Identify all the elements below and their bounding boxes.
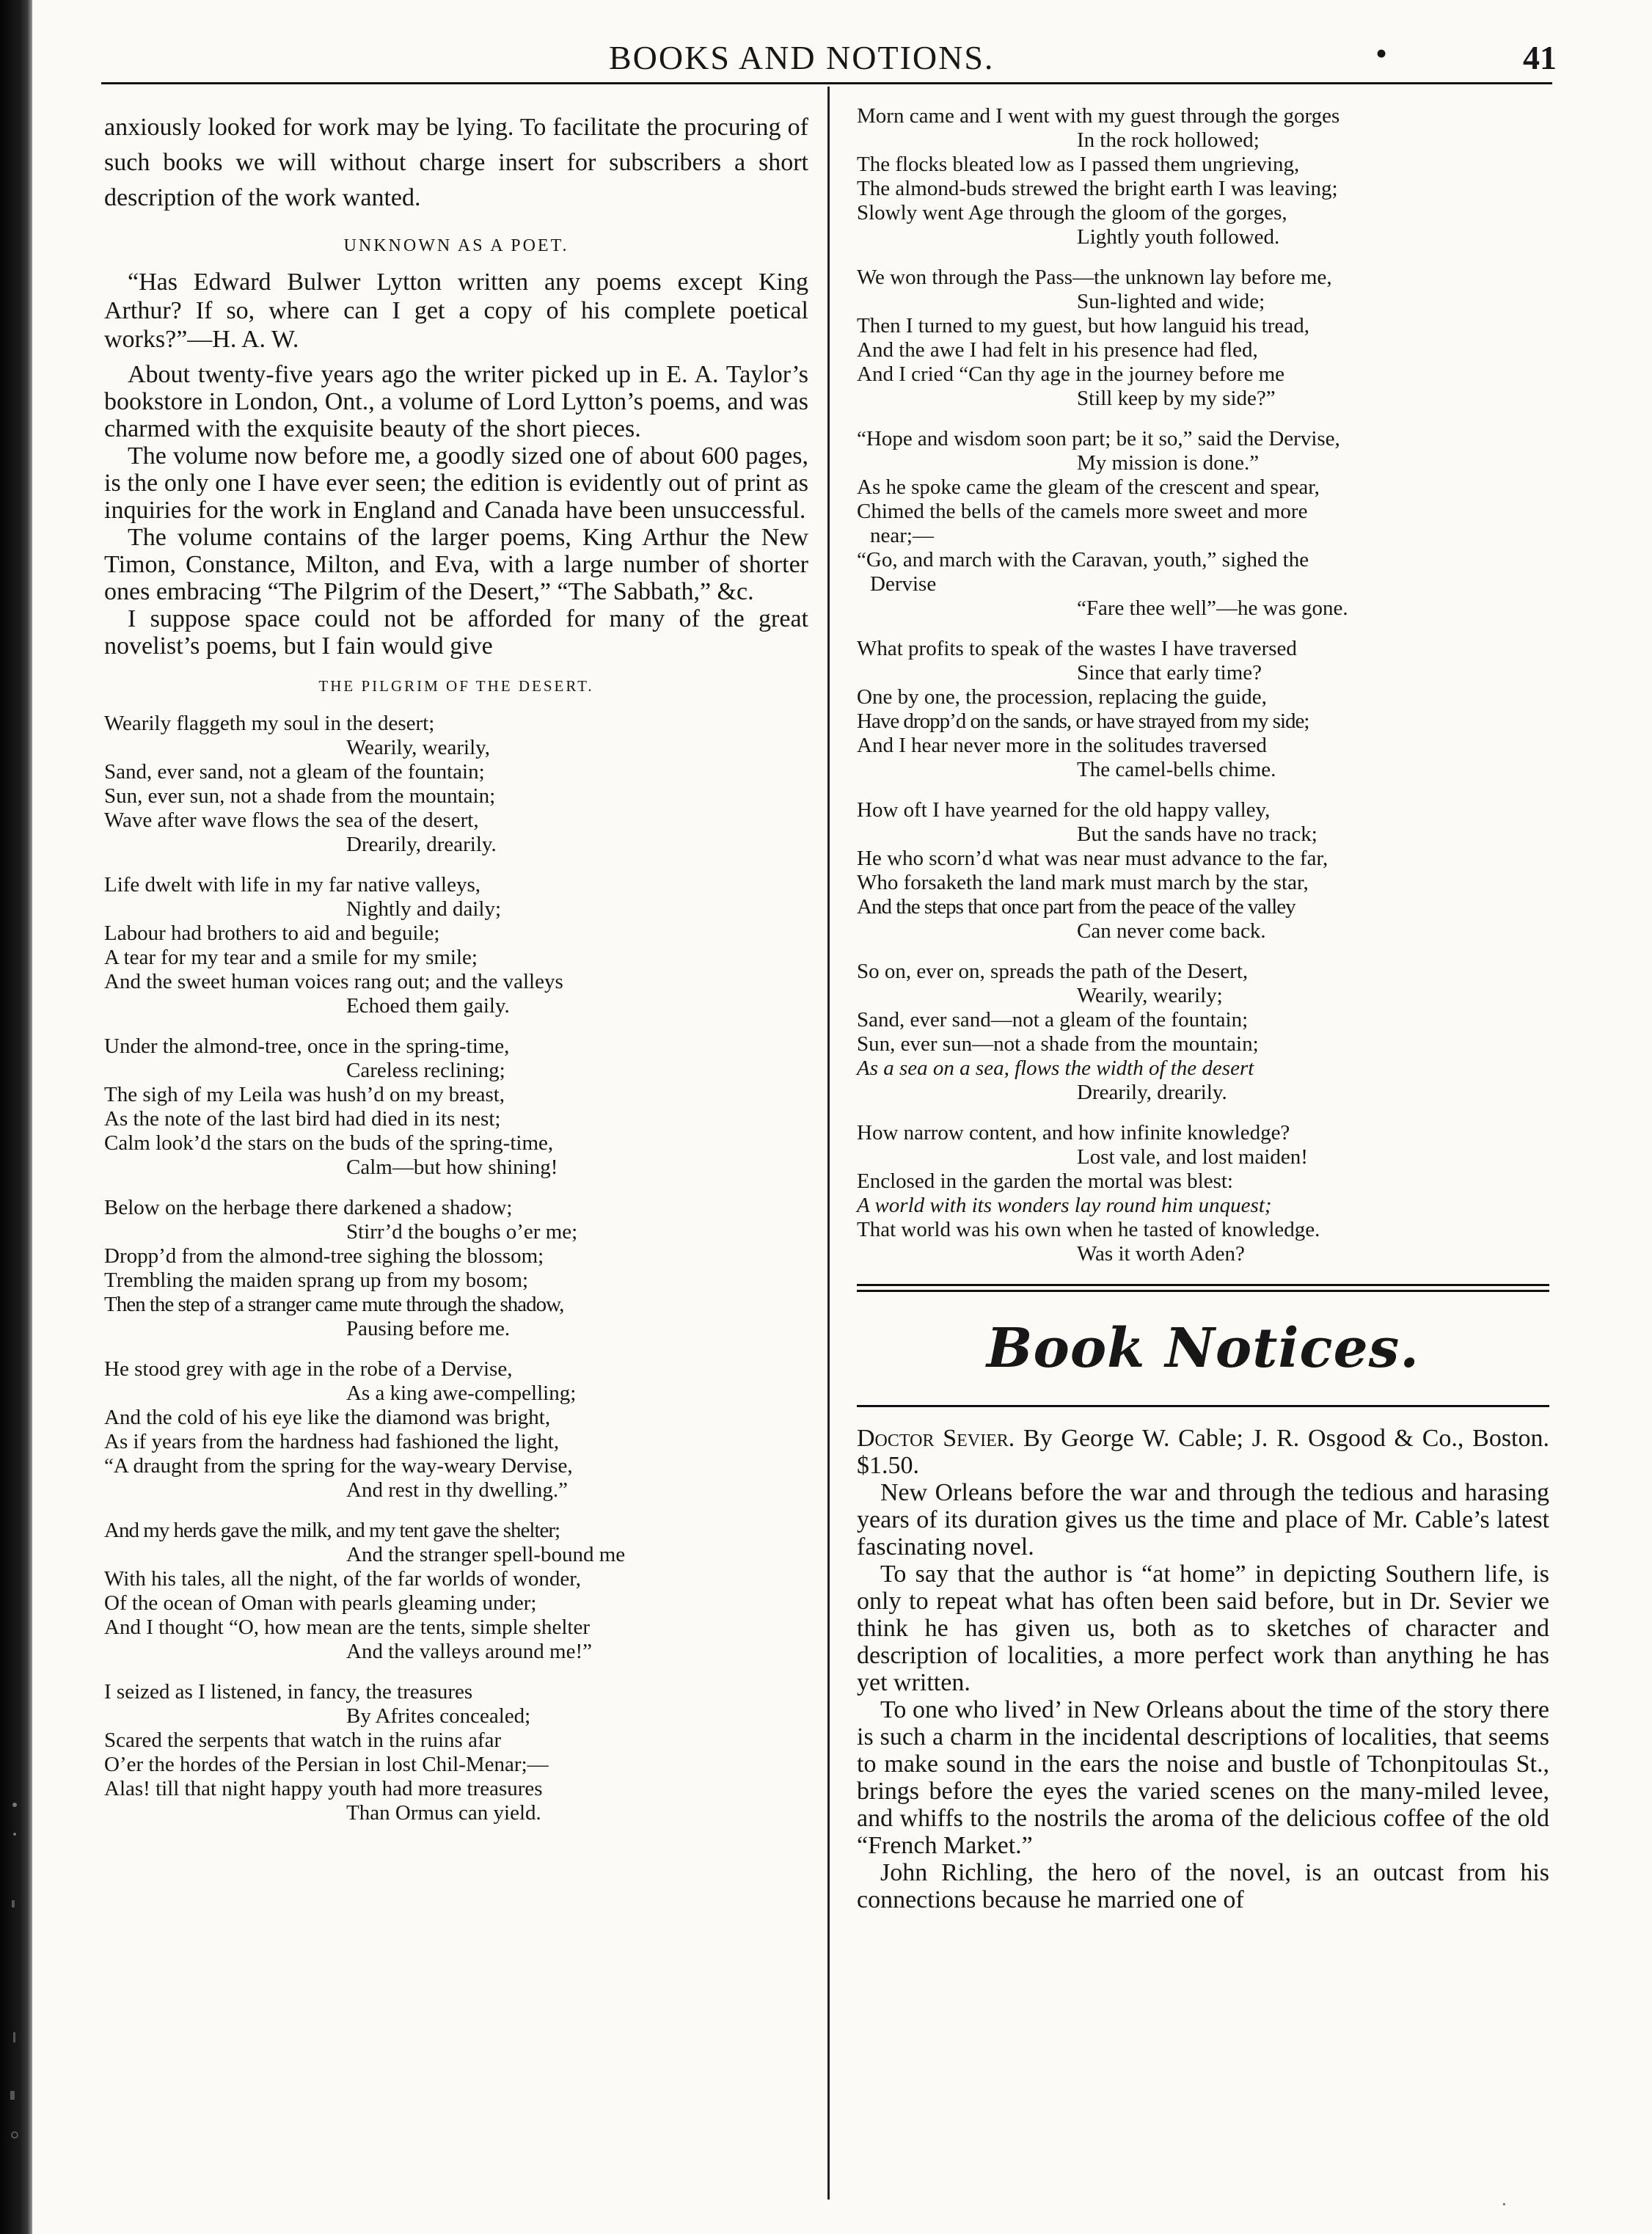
verse-line: Wearily, wearily; [1077,984,1223,1007]
stanza [104,1357,808,1503]
verse-line: As he spoke came the gleam of the crescent and spear, [857,475,1320,499]
header-rule [101,82,1552,84]
verse-line: Trembling the maiden sprang up from my bosom; [104,1269,529,1292]
verse-line: In the rock hollowed; [1077,128,1260,152]
margin-marks-graphic [4,1790,26,2201]
review-byline: By George W. Cable; J. R. Osgood & Co., Boston. $1.50. [857,1425,1549,1479]
poem-title: THE PILGRIM OF THE DESERT. [318,677,594,695]
verse-line: And the stranger spell-bound me [346,1543,626,1566]
section-double-rule [857,1284,1549,1292]
verse-line: And the sweet human voices rang out; and the valleys [104,970,563,993]
verse-line: The flocks bleated low as I passed them ungrieving, [857,153,1300,176]
verse-line: Lightly youth followed. [1077,225,1280,249]
verse-line: By Afrites concealed; [346,1704,531,1728]
verse-line: Drearily, drearily. [346,833,497,856]
stanza [104,1034,808,1180]
verse-line: Chimed the bells of the camels more sweet and more [857,500,1308,523]
verse-line: Sand, ever sand—not a gleam of the fountain; [857,1008,1249,1032]
verse-line: And my herds gave the milk, and my tent gave the shelter; [104,1519,560,1542]
verse-line: Scared the serpents that watch in the ruins afar [104,1729,502,1752]
verse-line: Sun, ever sun—not a shade from the mountain; [857,1032,1259,1056]
running-header [103,34,1564,82]
verse-line: “Fare thee well”—he was gone. [1077,596,1348,620]
review-paragraph-4: John Richling, the hero of the novel, is an outcast from his connections because he married one of [857,1859,1549,1913]
verse-line: Sun, ever sun, not a shade from the mountain; [104,784,496,808]
verse-line: Drearily, drearily. [1077,1081,1227,1104]
verse-line: Labour had brothers to aid and beguile; [104,921,440,945]
verse-line: As if years from the hardness had fashioned the light, [104,1430,560,1453]
verse-line: Morn came and I went with my guest through the gorges [857,104,1340,128]
stanza [857,104,1549,249]
book-notices-heading: Book Notices. [986,1317,1420,1380]
verse-line: Stirr’d the boughs o’er me; [346,1220,578,1244]
verse-line: Echoed them gaily. [346,994,510,1018]
verse-line: Wearily flaggeth my soul in the desert; [104,712,435,735]
stanza [857,427,1549,621]
verse-line: He who scorn’d what was near must advance to the far, [857,847,1328,870]
header-dot: • [1375,34,1388,72]
verse-line: Nightly and daily; [346,897,502,921]
verse-line: Under the almond-tree, once in the spring-time, [104,1034,510,1058]
verse-line: And the awe I had felt in his presence had fled, [857,338,1258,362]
verse-line: Calm—but how shining! [346,1156,558,1179]
verse-line: Calm look’d the stars on the buds of the spring-time, [104,1131,554,1155]
verse-line: Life dwelt with life in my far native valleys, [104,873,480,897]
verse-line: As the note of the last bird had died in its nest; [104,1107,501,1131]
verse-line: The almond-buds strewed the bright earth I was leaving; [857,177,1338,200]
right-column [857,104,1549,1913]
verse-line: Of the ocean of Oman with pearls gleaming under; [104,1591,537,1615]
answer-paragraph-3: The volume contains of the larger poems, King Arthur the New Timon, Constance, Milton, and Eva, with a large number of shorter ones embracing “The Pilgrim of the Desert,” “The Sabbath,” &c. [104,524,808,605]
verse-line: Then the step of a stranger came mute through the shadow, [104,1293,564,1316]
stanza [104,873,808,1018]
left-column [104,110,808,1825]
verse-line: And the steps that once part from the peace of the valley [857,895,1295,919]
verse-line: Careless reclining; [346,1059,505,1082]
stanza [104,712,808,857]
stanza [104,1196,808,1341]
answer-paragraph-1: About twenty-five years ago the writer picked up in E. A. Taylor’s bookstore in London, Ont., a volume of Lord Lytton’s poems, and was charmed with the exquisite beauty of the short pieces. [104,361,808,442]
verse-line: Alas! till that night happy youth had more treasures [104,1777,543,1800]
review-book-title: Doctor Sevier. [857,1425,1015,1452]
stanza [104,1680,808,1825]
verse-line: “Hope and wisdom soon part; be it so,” said the Dervise, [857,427,1340,450]
verse-line: O’er the hordes of the Persian in lost Chil-Menar;— [104,1753,549,1776]
verse-line: Enclosed in the garden the mortal was blest: [857,1169,1233,1193]
verse-line: Sun-lighted and wide; [1077,290,1265,313]
verse-line: Pausing before me. [346,1317,511,1340]
verse-line: A world with its wonders lay round him unquest; [857,1194,1272,1217]
section-title-unknown-poet: UNKNOWN AS A POET. [343,236,569,255]
verse-line: And rest in thy dwelling.” [346,1478,569,1502]
stanza [857,266,1549,411]
verse-line: Was it worth Aden? [1077,1242,1245,1266]
verse-line: Since that early time? [1077,661,1262,685]
verse-line: Can never come back. [1077,919,1266,943]
stanza [857,637,1549,782]
query-paragraph: “Has Edward Bulwer Lytton written any poems except King Arthur? If so, where can I get a copy of his complete poetical works?”—H. A. W. [104,269,808,353]
verse-line: Slowly went Age through the gloom of the gorges, [857,201,1287,225]
verse-line: As a king awe-compelling; [346,1381,577,1405]
verse-line: He stood grey with age in the robe of a Dervise, [104,1357,513,1381]
verse-line: My mission is done.” [1077,451,1260,475]
verse-line: near;— [870,524,934,547]
answer-paragraph-4: I suppose space could not be afforded for many of the great novelist’s poems, but I fain would give [104,605,808,660]
verse-line: “A draught from the spring for the way-weary Dervise, [104,1454,573,1478]
verse-line: How oft I have yearned for the old happy valley, [857,798,1271,822]
verse-line: I seized as I listened, in fancy, the treasures [104,1680,473,1704]
verse-line: One by one, the procession, replacing the guide, [857,685,1267,709]
page-number: 41 [1523,39,1557,76]
verse-line: As a sea on a sea, flows the width of the desert [857,1056,1254,1080]
poem-right [857,104,1549,1266]
review-paragraph-1: New Orleans before the war and through the tedious and harasing years of its duration gives us the time and place of Mr. Cable’s latest fascinating novel. [857,1479,1549,1560]
running-title: BOOKS AND NOTIONS. [609,39,995,76]
review-heading [857,1425,1549,1479]
verse-line: Lost vale, and lost maiden! [1077,1145,1308,1169]
stanza [857,1121,1549,1266]
intro-paragraph: anxiously looked for work may be lying. To facilitate the procuring of such books we will without charge insert for subscribers a short description of the work wanted. [104,114,808,211]
verse-line: The sigh of my Leila was hush’d on my breast, [104,1083,505,1106]
verse-line: What profits to speak of the wastes I have traversed [857,637,1297,660]
verse-line: And the valleys around me!” [346,1640,593,1663]
verse-line: And I hear never more in the solitudes traversed [857,734,1267,757]
verse-line: The camel-bells chime. [1077,758,1276,781]
column-divider [827,87,830,2200]
verse-line: So on, ever on, spreads the path of the Desert, [857,960,1249,983]
verse-line: But the sands have no track; [1077,822,1317,846]
verse-line: We won through the Pass—the unknown lay before me, [857,266,1332,289]
scan-speck: · [1501,2194,1507,2215]
review-paragraph-2: To say that the author is “at home” in depicting Southern life, is only to repeat what has often been said before, but in Dr. Sevier we think he has given us, both as to sketches of character and description of localities, a more perfect work than anything he has yet written. [857,1560,1549,1696]
verse-line: How narrow content, and how infinite knowledge? [857,1121,1290,1145]
verse-line: And I thought “O, how mean are the tents, simple shelter [104,1616,591,1639]
poem-left [104,712,808,1825]
margin-scan-marks [4,1790,26,2201]
verse-line: With his tales, all the night, of the far worlds of wonder, [104,1567,582,1591]
verse-line: Who forsaketh the land mark must march by the star, [857,871,1309,894]
verse-line: And I cried “Can thy age in the journey before me [857,362,1285,386]
verse-line: Have dropp’d on the sands, or have strayed from my side; [857,709,1309,733]
stanza [857,960,1549,1105]
verse-line: Below on the herbage there darkened a shadow; [104,1196,513,1219]
verse-line: Then I turned to my guest, but how languid his tread, [857,314,1309,337]
verse-line: Dervise [870,572,937,596]
answer-paragraph-2: The volume now before me, a goodly sized one of about 600 pages, is the only one I have ever seen; the edition is evidently out of print as inquiries for the work in England and Canada have been unsuccessful. [104,442,808,524]
verse-line: “Go, and march with the Caravan, youth,” sighed the [857,548,1309,572]
verse-line: Still keep by my side?” [1077,387,1276,410]
verse-line: Wearily, wearily, [346,736,491,759]
review-paragraph-3: To one who lived’ in New Orleans about the time of the story there is such a charm in the incidental descriptions of localities, that seems to make sound in the ears the noise and bustle of Tchonpitoulas St., brings before the eyes the varied scenes on the many-miled levee, and whiffs to the nostrils the aroma of the delicious coffee of the old “French Market.” [857,1696,1549,1859]
verse-line: And the cold of his eye like the diamond was bright, [104,1406,551,1429]
verse-line: A tear for my tear and a smile for my smile; [104,946,478,969]
verse-line: Sand, ever sand, not a gleam of the fountain; [104,760,485,784]
verse-line: Than Ormus can yield. [346,1801,541,1825]
verse-line: Wave after wave flows the sea of the desert, [104,808,479,832]
verse-line: That world was his own when he tasted of knowledge. [857,1218,1320,1241]
verse-line: Dropp’d from the almond-tree sighing the blossom; [104,1244,544,1268]
stanza [857,798,1549,943]
heading-rule [857,1405,1549,1407]
stanza [104,1519,808,1664]
